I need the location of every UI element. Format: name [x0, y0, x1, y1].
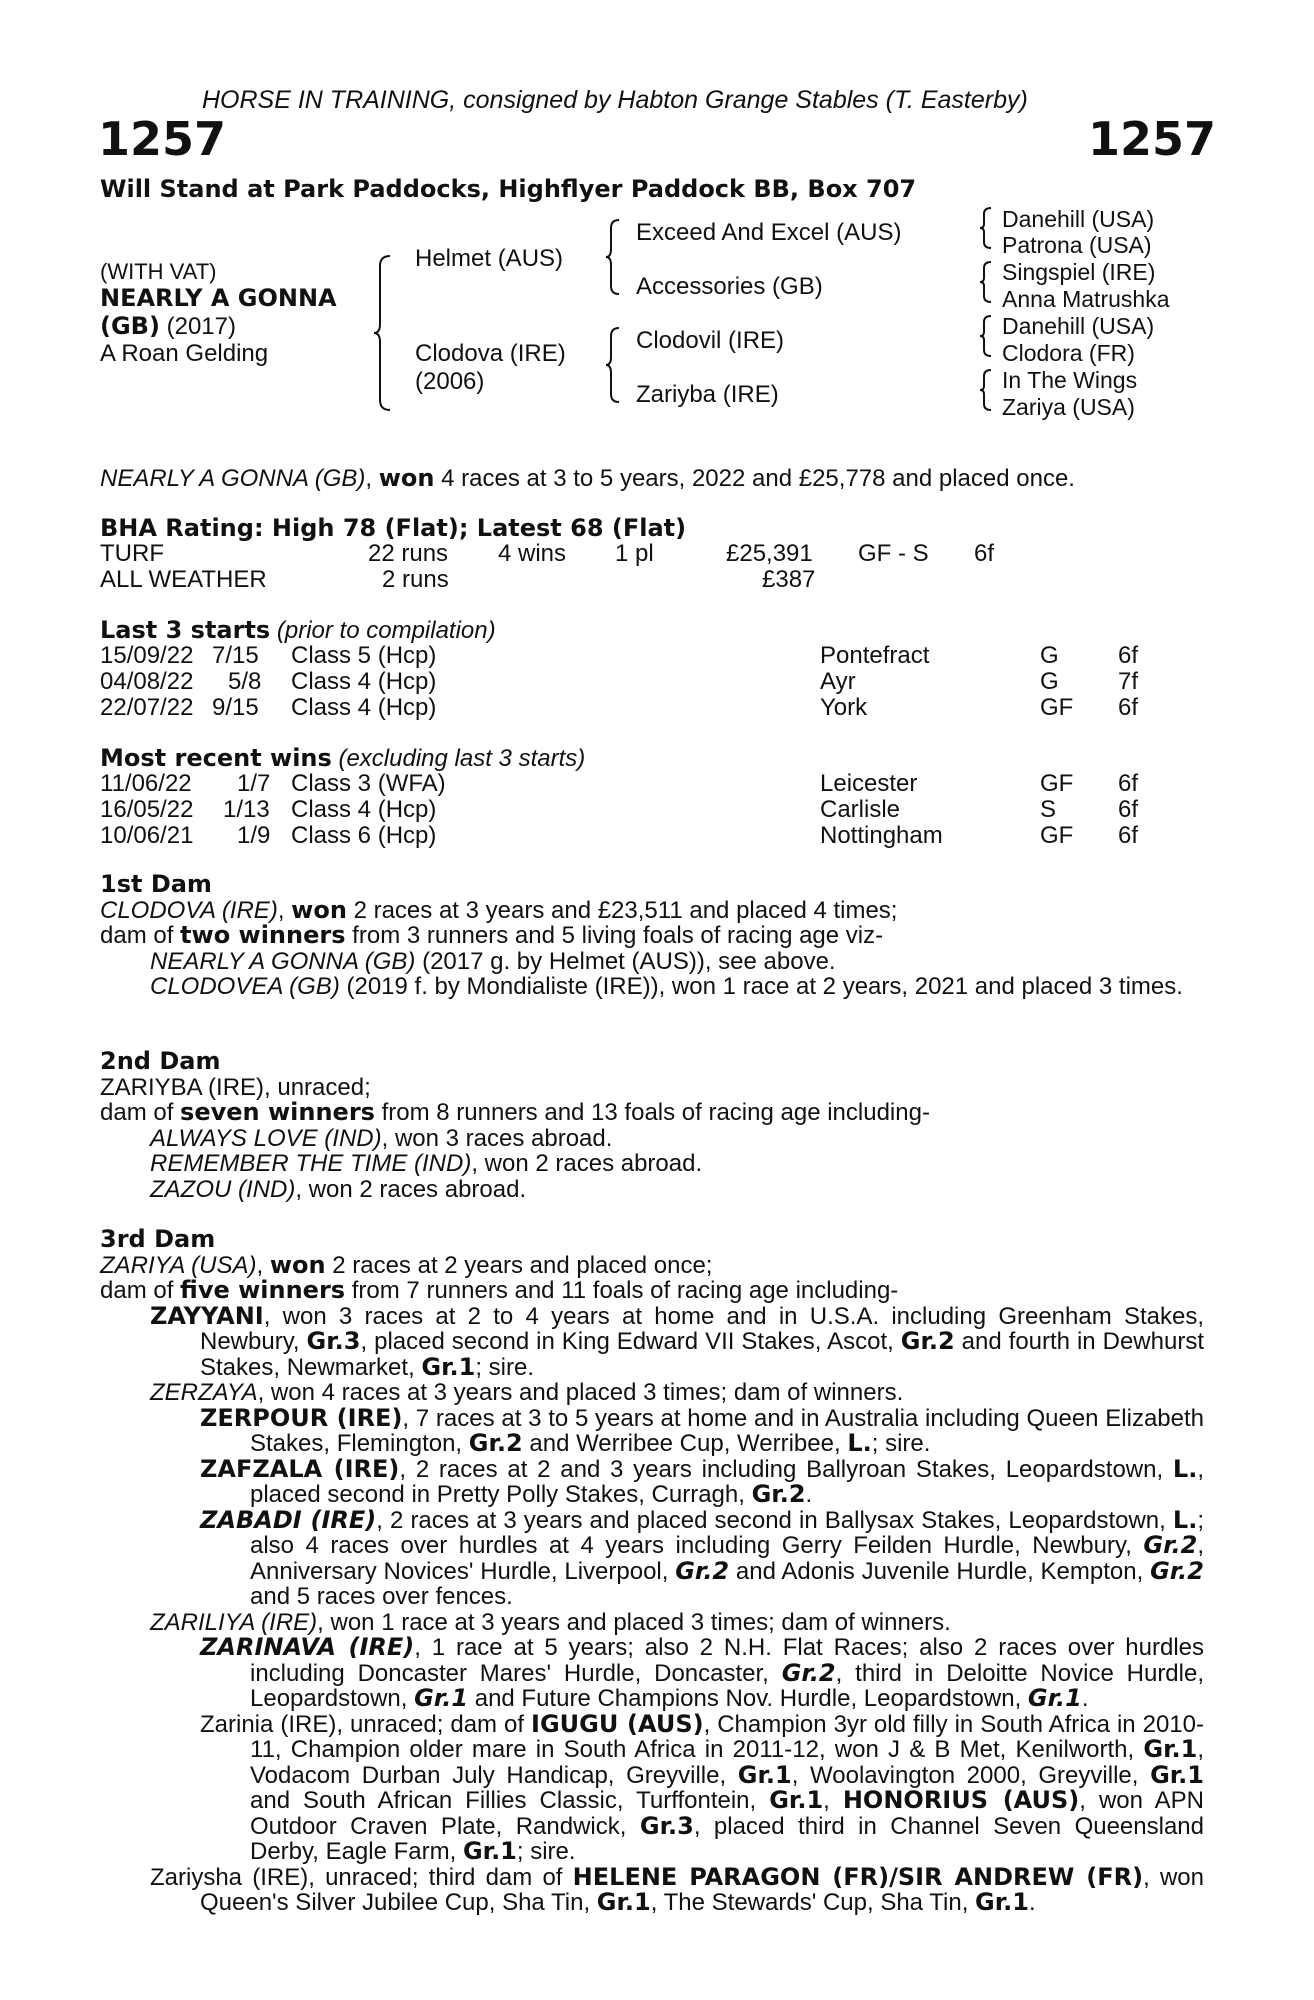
text: 2 races at 2 years and placed once;	[325, 1251, 713, 1279]
winner-name: HONORIUS (AUS)	[842, 1786, 1080, 1814]
race-grade: Gr.2	[781, 1658, 836, 1687]
vat-note: (WITH VAT)	[100, 259, 217, 284]
start-class: Class 4 (Hcp)	[291, 694, 437, 721]
offspring-name: NEARLY A GONNA (GB)	[150, 947, 416, 975]
first-dam-name: CLODOVA (IRE)	[100, 896, 278, 924]
offspring-name: ZERZAYA	[150, 1379, 258, 1406]
text: .	[805, 1481, 813, 1508]
win-date: 10/06/21	[100, 822, 194, 849]
text: , placed second in King Edward VII Stakes, Ascot,	[360, 1328, 901, 1355]
third-dam-won: won	[269, 1250, 326, 1279]
text: , won 4 races at 3 years and placed 3 times; dam of winners.	[257, 1379, 904, 1406]
text: from 7 runners and 11 foals of racing age including-	[345, 1277, 899, 1304]
text: , won 2 races abroad.	[295, 1175, 527, 1203]
race-grade: Gr.2	[900, 1327, 955, 1355]
second-dam-line: ZARIYBA (IRE), unraced;	[100, 1073, 371, 1101]
text: ; also 4 races over hurdles at 4 years including Gerry Feilden Hurdle, Newbury,	[250, 1506, 1205, 1559]
text: , won 3 races at 2 to 4 years at home and in U.S.A. including Greenham Stakes, Newbury,	[200, 1302, 1204, 1355]
race-grade: Gr.1	[769, 1786, 824, 1814]
race-summary: NEARLY A GONNA (GB), won 4 races at 3 to 5 years, 2022 and £25,778 and placed once.	[100, 464, 1075, 492]
win-position: 1/13	[223, 796, 270, 823]
text: and Future Champions Nov. Hurdle, Leopardstown,	[468, 1685, 1028, 1712]
start-going: GF	[1040, 694, 1074, 721]
pedigree-dam: Clodova (IRE)	[415, 340, 566, 367]
pedigree-brace-ggs3	[978, 314, 994, 358]
rating-runs: 2 runs	[382, 566, 449, 593]
entry-zariysha	[100, 1862, 1204, 1916]
lot-number-right: 1257	[1088, 112, 1217, 166]
text: , Champion 3yr old filly in South Africa in 2010-11, Champion older mare in South Africa in 2011-12, won J & B Met, Kenilworth,	[250, 1710, 1204, 1763]
winner-name: ZAFZALA (IRE)	[200, 1454, 400, 1483]
third-dam-title: 3rd Dam	[100, 1225, 216, 1253]
race-grade: Gr.1	[421, 1352, 476, 1381]
rating-wins: 4 wins	[498, 540, 567, 567]
rating-surface: TURF	[100, 540, 164, 567]
winner-name: ZAYYANI	[150, 1301, 264, 1330]
offspring-name: CLODOVEA (GB)	[150, 973, 340, 1000]
first-dam-section	[100, 872, 1204, 1000]
entry-zariliya	[100, 1610, 1204, 1636]
offspring-name: ALWAYS LOVE (IND)	[150, 1124, 382, 1152]
pedigree-gs2: Accessories (GB)	[636, 273, 823, 300]
bha-rating-title: BHA Rating: High 78 (Flat); Latest 68 (Flat)	[100, 514, 687, 542]
race-grade: Gr.1	[1027, 1684, 1082, 1712]
rating-row-turf	[100, 540, 1204, 566]
pedigree-brace-ggs2	[978, 260, 994, 304]
horse-year: (2017)	[166, 313, 236, 340]
text: , placed third in Channel Seven Queensland Derby, Eagle Farm,	[250, 1812, 1205, 1865]
start-position: 5/8	[228, 668, 262, 695]
text: , won 1 race at 3 years and placed 3 times; dam of winners.	[317, 1608, 951, 1636]
horse-origin-year	[100, 312, 236, 341]
text: from 8 runners and 13 foals of racing age including-	[374, 1099, 930, 1126]
last3-title: Last 3 starts	[100, 616, 271, 644]
rating-money: £25,391	[726, 540, 813, 567]
text: ,	[823, 1787, 843, 1814]
race-grade: Gr.2	[675, 1556, 730, 1585]
text: , third in Deloitte Novice Hurdle, Leopardstown,	[250, 1659, 1204, 1712]
horse-origin: (GB)	[100, 312, 160, 340]
win-position: 1/9	[237, 822, 271, 849]
pedigree-ggs-8: Zariya (USA)	[1002, 394, 1135, 420]
text: ; sire.	[871, 1430, 931, 1457]
win-going: GF	[1040, 770, 1074, 797]
win-course: Carlisle	[820, 796, 901, 823]
win-date: 16/05/22	[100, 796, 194, 823]
recent-row-2	[100, 796, 1204, 822]
pedigree-brace-ggs4	[978, 368, 994, 412]
third-dam-winners: five winners	[180, 1276, 346, 1304]
text: and fourth in Dewhurst Stakes, Newmarket,	[200, 1328, 1204, 1381]
text: and Werribee Cup, Werribee,	[522, 1430, 848, 1457]
win-class: Class 6 (Hcp)	[291, 822, 437, 849]
text: , won Queen's Silver Jubilee Cup, Sha Tin,	[200, 1863, 1204, 1916]
rating-placed: 1 pl	[615, 540, 654, 567]
text: , won APN Outdoor Craven Plate, Randwick,	[250, 1787, 1205, 1840]
text: , won 2 races abroad.	[471, 1150, 703, 1177]
winner-name: HELENE PARAGON (FR)/SIR ANDREW (FR)	[572, 1862, 1144, 1891]
entry-zerzaya	[100, 1380, 1204, 1406]
start-going: G	[1040, 668, 1059, 695]
win-course: Nottingham	[820, 822, 943, 849]
second-dam-offspring-1	[100, 1126, 1204, 1152]
first-dam-title: 1st Dam	[100, 870, 212, 898]
winner-name: ZABADI (IRE)	[200, 1505, 377, 1534]
race-grade: Gr.1	[975, 1888, 1029, 1916]
text: and 5 races over fences.	[250, 1583, 513, 1610]
pedigree-brace-sire	[604, 218, 622, 296]
race-grade: L.	[1172, 1505, 1198, 1534]
text: (2019 f. by Mondialiste (IRE)), won 1 race at 2 years, 2021 and placed 3 times.	[339, 973, 1183, 1000]
text: .	[1028, 1889, 1036, 1916]
rating-distance: 6f	[974, 540, 995, 567]
rating-runs: 22 runs	[368, 540, 449, 567]
text: , won 3 races abroad.	[381, 1124, 613, 1152]
race-grade: Gr.1	[1143, 1735, 1198, 1763]
first-dam-won: won	[291, 895, 347, 924]
start-date: 22/07/22	[100, 694, 194, 721]
text: , Woolavington 2000, Greyville,	[791, 1761, 1151, 1789]
winner-name: ZARINAVA (IRE)	[200, 1633, 415, 1661]
race-grade: Gr.3	[306, 1327, 361, 1355]
last3-row-1	[100, 642, 1204, 668]
start-position: 7/15	[212, 642, 259, 669]
text: , The Stewards' Cup, Sha Tin,	[650, 1889, 976, 1916]
race-grade: Gr.1	[737, 1760, 792, 1789]
pedigree-ggs-1: Danehill (USA)	[1002, 206, 1155, 232]
win-going: S	[1040, 796, 1057, 823]
pedigree-brace-dam	[604, 326, 622, 404]
start-distance: 6f	[1118, 642, 1139, 669]
first-dam-line: CLODOVA (IRE), won 2 races at 3 years and £23,511 and placed 4 times;	[100, 895, 898, 924]
start-going: G	[1040, 642, 1059, 669]
win-class: Class 4 (Hcp)	[291, 796, 437, 823]
pedigree-dam-year: (2006)	[415, 368, 485, 395]
last3-heading	[100, 616, 496, 645]
race-grade: Gr.1	[414, 1684, 469, 1712]
winner-name: ZERPOUR (IRE)	[200, 1403, 403, 1432]
win-class: Class 3 (WFA)	[291, 770, 446, 797]
last3-row-2	[100, 668, 1204, 694]
summary-rest: 4 races at 3 to 5 years, 2022 and £25,778 and placed once.	[434, 465, 1075, 492]
start-date: 04/08/22	[100, 668, 194, 695]
first-dam-record: 2 races at 3 years and £23,511 and placed 4 times;	[346, 896, 898, 924]
race-grade: L.	[847, 1429, 872, 1457]
pedigree-sire: Helmet (AUS)	[415, 245, 564, 272]
recent-wins-note: (excluding last 3 starts)	[338, 745, 586, 772]
pedigree-ggs-4: Anna Matrushka	[1002, 286, 1170, 312]
start-course: Pontefract	[820, 642, 930, 669]
pedigree-ggs-2: Patrona (USA)	[1002, 232, 1152, 258]
win-distance: 6f	[1118, 796, 1139, 823]
pedigree-gs4: Zariyba (IRE)	[636, 381, 779, 408]
entry-zabadi	[100, 1505, 1205, 1610]
text: , Anniversary Novices' Hurdle, Liverpool,	[250, 1532, 1204, 1585]
consignment-line: HORSE IN TRAINING, consigned by Habton Grange Stables (T. Easterby)	[202, 86, 1028, 114]
offspring-name: ZAZOU (IND)	[150, 1175, 296, 1203]
pedigree-ggs-7: In The Wings	[1002, 367, 1138, 393]
race-grade: Gr.1	[1150, 1760, 1204, 1789]
race-grade: Gr.2	[1150, 1556, 1204, 1585]
text: , placed second in Pretty Polly Stakes, Curragh,	[250, 1455, 1204, 1508]
text: Zariysha (IRE), unraced; third dam of	[150, 1863, 573, 1891]
recent-wins-heading	[100, 744, 585, 773]
entry-zarinia	[100, 1709, 1205, 1865]
text: .	[1081, 1685, 1089, 1712]
text: (2017 g. by Helmet (AUS)), see above.	[415, 947, 836, 975]
summary-won: won	[378, 464, 435, 492]
second-dam-offspring-2	[100, 1151, 1204, 1177]
rating-row-all-weather	[100, 566, 1204, 592]
start-distance: 6f	[1118, 694, 1139, 721]
text: , 2 races at 2 and 3 years including Ballyroan Stakes, Leopardstown,	[399, 1455, 1173, 1483]
text: dam of	[100, 1099, 181, 1126]
entry-zafzala	[100, 1454, 1204, 1508]
pedigree-gs1: Exceed And Excel (AUS)	[636, 219, 902, 246]
text: dam of	[100, 922, 181, 949]
stand-location: Will Stand at Park Paddocks, Highflyer Paddock BB, Box 707	[100, 175, 917, 203]
text: and Adonis Juvenile Hurdle, Kempton,	[729, 1557, 1151, 1585]
rating-surface: ALL WEATHER	[100, 566, 267, 593]
last3-note: (prior to compilation)	[276, 617, 496, 644]
start-distance: 7f	[1118, 668, 1139, 695]
win-distance: 6f	[1118, 770, 1139, 797]
text: and South African Fillies Classic, Turffontein,	[250, 1787, 770, 1814]
win-going: GF	[1040, 822, 1074, 849]
last3-row-3	[100, 694, 1204, 720]
third-dam-section	[100, 1227, 1204, 1916]
pedigree-brace-main	[372, 254, 394, 412]
race-grade: Gr.1	[596, 1888, 651, 1916]
race-grade: Gr.2	[468, 1429, 523, 1457]
race-grade: Gr.3	[639, 1811, 694, 1840]
first-dam-winners: two winners	[180, 921, 346, 949]
second-dam-section	[100, 1049, 1204, 1202]
pedigree-gs3: Clodovil (IRE)	[636, 327, 785, 354]
win-position: 1/7	[237, 770, 271, 797]
rating-going: GF - S	[858, 540, 929, 567]
race-grade: Gr.1	[462, 1837, 517, 1865]
start-position: 9/15	[212, 694, 259, 721]
recent-row-1	[100, 770, 1204, 796]
first-dam-produce-line	[100, 923, 1204, 949]
third-dam-produce-line	[100, 1278, 1204, 1304]
text: ; sire.	[516, 1838, 576, 1865]
text: , 2 races at 3 years and placed second in Ballysax Stakes, Leopardstown,	[376, 1506, 1173, 1534]
text: from 3 runners and 5 living foals of racing age viz-	[345, 922, 884, 949]
third-dam-line: ZARIYA (USA), won 2 races at 2 years and placed once;	[100, 1250, 713, 1279]
second-dam-offspring-3	[100, 1177, 1204, 1203]
third-dam-name: ZARIYA (USA)	[100, 1251, 257, 1279]
start-class: Class 5 (Hcp)	[291, 642, 437, 669]
entry-zayyani	[100, 1301, 1204, 1381]
pedigree-ggs-3: Singspiel (IRE)	[1002, 259, 1156, 285]
pedigree-brace-ggs1	[978, 206, 994, 250]
win-course: Leicester	[820, 770, 918, 797]
recent-row-3	[100, 822, 1204, 848]
text: , 1 race at 5 years; also 2 N.H. Flat Races; also 2 races over hurdles including Doncaster Mares' Hurdle, Doncaster,	[250, 1634, 1205, 1687]
race-grade: Gr.2	[1143, 1531, 1198, 1559]
text: dam of	[100, 1277, 181, 1304]
lot-number-left: 1257	[98, 112, 227, 166]
horse-name: NEARLY A GONNA	[100, 284, 337, 312]
summary-horse-name: NEARLY A GONNA (GB)	[100, 465, 366, 492]
win-date: 11/06/22	[100, 770, 192, 797]
start-course: York	[820, 694, 868, 721]
text: Zarinia (IRE), unraced; dam of	[200, 1710, 532, 1738]
text: , Vodacom Durban July Handicap, Greyville,	[250, 1736, 1204, 1789]
start-date: 15/09/22	[100, 642, 194, 669]
offspring-name: REMEMBER THE TIME (IND)	[150, 1150, 472, 1177]
race-grade: Gr.2	[751, 1480, 806, 1508]
offspring-name: ZARILIYA (IRE)	[150, 1608, 318, 1636]
first-dam-offspring-2	[100, 974, 1204, 1000]
race-grade: L.	[1172, 1454, 1198, 1483]
pedigree-ggs-6: Clodora (FR)	[1002, 340, 1135, 366]
second-dam-winners: seven winners	[180, 1098, 375, 1126]
horse-description: A Roan Gelding	[100, 340, 269, 367]
recent-wins-title: Most recent wins	[100, 744, 332, 772]
second-dam-produce-line	[100, 1100, 1204, 1126]
entry-zarinava	[100, 1635, 1204, 1712]
entry-zerpour	[100, 1403, 1205, 1457]
rating-money: £387	[762, 566, 816, 593]
pedigree-ggs-5: Danehill (USA)	[1002, 313, 1155, 339]
win-distance: 6f	[1118, 822, 1139, 849]
start-class: Class 4 (Hcp)	[291, 668, 437, 695]
first-dam-offspring-1	[100, 949, 1204, 975]
start-course: Ayr	[820, 668, 856, 695]
text: , 7 races at 3 to 5 years at home and in Australia including Queen Elizabeth Stakes, Flemington,	[250, 1404, 1205, 1457]
winner-name: IGUGU (AUS)	[531, 1709, 704, 1738]
second-dam-title: 2nd Dam	[100, 1047, 221, 1075]
text: ; sire.	[475, 1353, 535, 1381]
